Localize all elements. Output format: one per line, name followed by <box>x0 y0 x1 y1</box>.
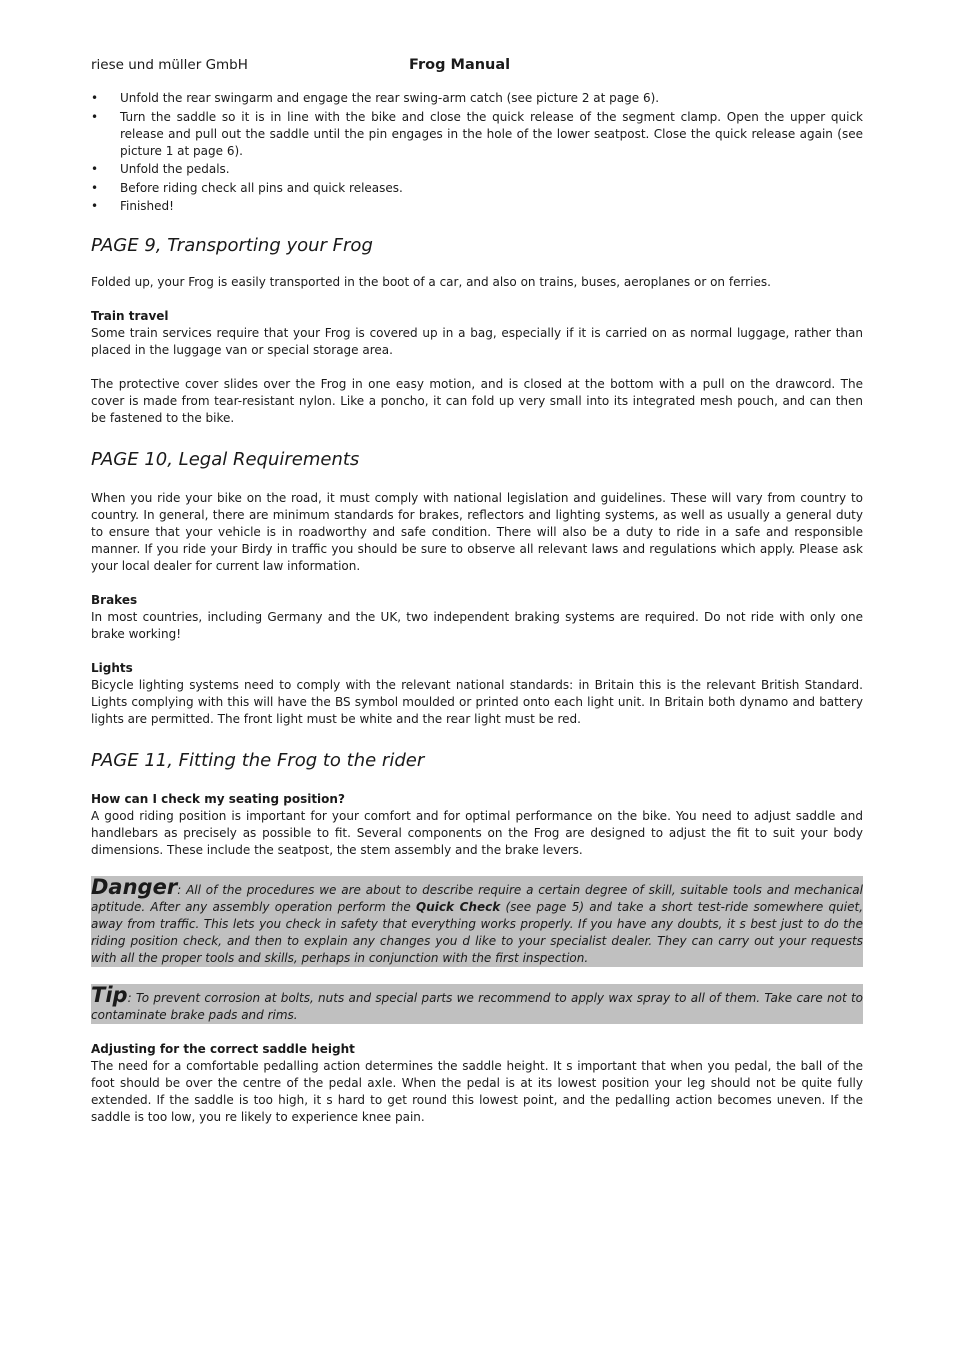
lights-heading: Lights <box>91 661 133 675</box>
danger-label: Danger <box>91 875 178 899</box>
list-item: • Finished! <box>91 198 863 215</box>
danger-text-b: (see page 5) and take a short test-ride somewhere quiet, away from traffic. This lets you check in safety that everything works properly. If you have any doubts, it s best just to do the riding position check, and then to explain any changes you d like to your specialist dealer. They can carry out your requests with all the proper tools and skills, perhaps in conjunction with the first inspection. <box>91 900 864 965</box>
section-heading-transporting: PAGE 9, Transporting your Frog <box>91 235 373 256</box>
tip-text: : To prevent corrosion at bolts, nuts and special parts we recommend to apply wax spray to all of them. Take care not to contaminate brake pads and rims. <box>91 991 863 1022</box>
list-item: • Unfold the pedals. <box>91 161 863 178</box>
list-item: • Unfold the rear swingarm and engage the rear swing-arm catch (see picture 2 at page 6). <box>91 90 863 107</box>
company-name: riese und müller GmbH <box>91 57 248 73</box>
section-heading-fitting: PAGE 11, Fitting the Frog to the rider <box>91 750 425 771</box>
assembly-steps-list <box>91 90 863 215</box>
legal-intro: When you ride your bike on the road, it must comply with national legislation and guidelines. These will vary from country to country. In general, there are minimum standards for brakes, reflectors and lighting systems, as well as usually a general duty to ensure that your vehicle is in roadworthy and safe condition. There will also be a duty to ride in a safe and responsible manner. If you ride your Birdy in traffic you should be sure to observe all relevant laws and regulations which apply. Please ask your local dealer for current law information. <box>91 491 863 573</box>
tip-label: Tip <box>91 983 128 1007</box>
page-content <box>91 90 863 1126</box>
brakes-text: In most countries, including Germany and the UK, two independent braking systems are required. Do not ride with only one brake working! <box>91 610 863 641</box>
transport-intro: Folded up, your Frog is easily transported in the boot of a car, and also on trains, buses, aeroplanes or on ferries. <box>91 275 771 289</box>
document-title: Frog Manual <box>409 57 511 73</box>
saddle-height-heading: Adjusting for the correct saddle height <box>91 1042 355 1056</box>
quick-check-reference: Quick Check <box>416 900 501 914</box>
seating-text: A good riding position is important for your comfort and for optimal performance on the bike. You need to adjust saddle and handlebars as precisely as possible to fit. Several components on the Frog are designed to adjust the fit to suit your body dimensions. These include the seatpost, the stem assembly and the brake levers. <box>91 809 863 857</box>
brakes-heading: Brakes <box>91 593 138 607</box>
protective-cover-text: The protective cover slides over the Frog in one easy motion, and is closed at the bottom with a pull on the drawcord. The cover is made from tear-resistant nylon. Like a poncho, it can fold up very small into its integrated mesh pouch, and can then be fastened to the bike. <box>91 377 863 425</box>
page-header <box>91 57 863 77</box>
lights-text: Bicycle lighting systems need to comply with the relevant national standards: in Britain this is the relevant British Standard. Lights complying with this will have the BS symbol moulded or printed onto each light unit. In Britain both dynamo and battery lights are permitted. The front light must be white and the rear light must be red. <box>91 678 863 726</box>
seating-heading: How can I check my seating position? <box>91 792 345 806</box>
danger-text-a: : All of the procedures we are about to describe require a certain degree of skill, suitable tools and mechanical aptitude. After any assembly operation perform the <box>91 883 863 914</box>
danger-callout <box>91 876 863 967</box>
train-travel-heading: Train travel <box>91 309 169 323</box>
list-item: • Turn the saddle so it is in line with the bike and close the quick release of the segment clamp. Open the upper quick release and pull out the saddle until the pin engages in the hole of the lower seatpost. Close the quick release again (see picture 1 at page 6). <box>91 109 863 160</box>
list-item: • Before riding check all pins and quick releases. <box>91 180 863 197</box>
saddle-height-text: The need for a comfortable pedalling action determines the saddle height. It s important that when you pedal, the ball of the foot should be over the centre of the pedal axle. When the pedal is at its lowest position your leg should not be quite fully extended. If the saddle is too high, it s hard to get round this lowest point, and the pedalling action becomes uneven. If the saddle is too low, you re likely to experience knee pain. <box>91 1059 863 1124</box>
tip-callout <box>91 984 863 1024</box>
train-travel-text: Some train services require that your Frog is covered up in a bag, especially if it is carried on as normal luggage, rather than placed in the luggage van or special storage area. <box>91 326 863 357</box>
section-heading-legal: PAGE 10, Legal Requirements <box>91 449 360 470</box>
